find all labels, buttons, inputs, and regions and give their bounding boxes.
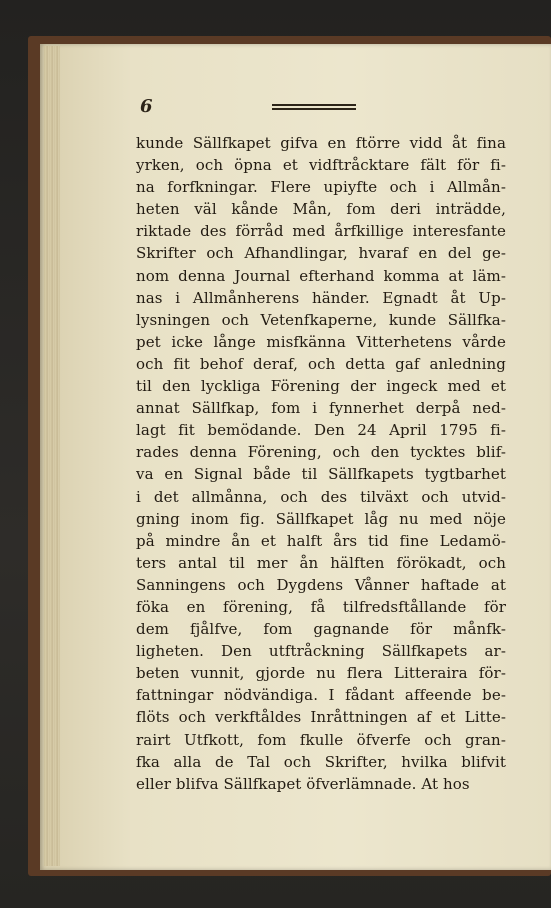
- text-line: rairt Utfkott, fom fkulle öfverfe och gran-: [136, 730, 506, 749]
- text-line: kunde Sällfkapet gifva en ftörre vidd åt fina: [136, 134, 506, 152]
- text-line: och fit behof deraf, och detta gaf anledning: [136, 354, 506, 373]
- text-line: i det allmånna, och des tilväxt och utvid-: [136, 487, 506, 506]
- text-line: gning inom fig. Sällfkapet låg nu med nöje: [136, 509, 506, 528]
- text-line: fka alla de Tal och Skrifter, hvilka blifvit: [136, 752, 506, 771]
- text-line: pet icke långe misfkänna Vitterhetens vårde: [136, 332, 506, 351]
- text-line: na forfkningar. Flere upiyfte och i Allmån-: [136, 178, 506, 197]
- page-edge-stack: [44, 46, 60, 866]
- body-text: [136, 132, 506, 795]
- page-number: 6: [140, 96, 153, 117]
- text-line: eller blifva Sällfkapet öfverlämnade. At hos: [136, 774, 470, 793]
- text-line: va en Signal både til Sällfkapets tygtbarhet: [136, 465, 506, 484]
- text-line: heten väl kånde Mån, fom deri inträdde,: [136, 200, 506, 219]
- text-line: annat Sällfkap, fom i fynnerhet derpå ned-: [136, 399, 506, 418]
- text-line: lysningen och Vetenfkaperne, kunde Sällfka-: [136, 310, 506, 329]
- text-line: på mindre ån et halft års tid fine Ledamö-: [136, 531, 506, 550]
- text-line: nas i Allmånherens händer. Egnadt åt Up-: [136, 288, 506, 307]
- text-line: Sanningens och Dygdens Vånner haftade at: [136, 575, 506, 594]
- text-line: rades denna Förening, och den tycktes blif-: [136, 443, 506, 462]
- text-line: lagt fit bemödande. Den 24 April 1795 fi-: [136, 421, 506, 440]
- text-line: fattningar nödvändiga. I fådant affeende be-: [136, 686, 506, 705]
- text-line: ligheten. Den utftråckning Sällfkapets ar-: [136, 642, 506, 661]
- header-rule: [272, 104, 356, 112]
- text-line: dem fjålfve, fom gagnande för månfk-: [136, 620, 506, 639]
- text-line: riktade des förråd med årfkillige interesfante: [136, 222, 506, 241]
- text-line: flöts och verkftåldes Inråttningen af et Litte-: [136, 708, 506, 727]
- text-line: nom denna Journal efterhand komma at läm-: [136, 266, 506, 285]
- text-line: yrken, och öpna et vidftråcktare fält för fi-: [136, 156, 506, 175]
- text-line: föka en förening, få tilfredsftållande för: [136, 597, 506, 616]
- text-line: Skrifter och Afhandlingar, hvaraf en del ge-: [136, 244, 506, 263]
- text-line: beten vunnit, gjorde nu flera Litteraira för-: [136, 664, 506, 683]
- text-line: til den lyckliga Förening der ingeck med et: [136, 377, 506, 396]
- text-line: ters antal til mer ån hälften förökadt, och: [136, 553, 506, 572]
